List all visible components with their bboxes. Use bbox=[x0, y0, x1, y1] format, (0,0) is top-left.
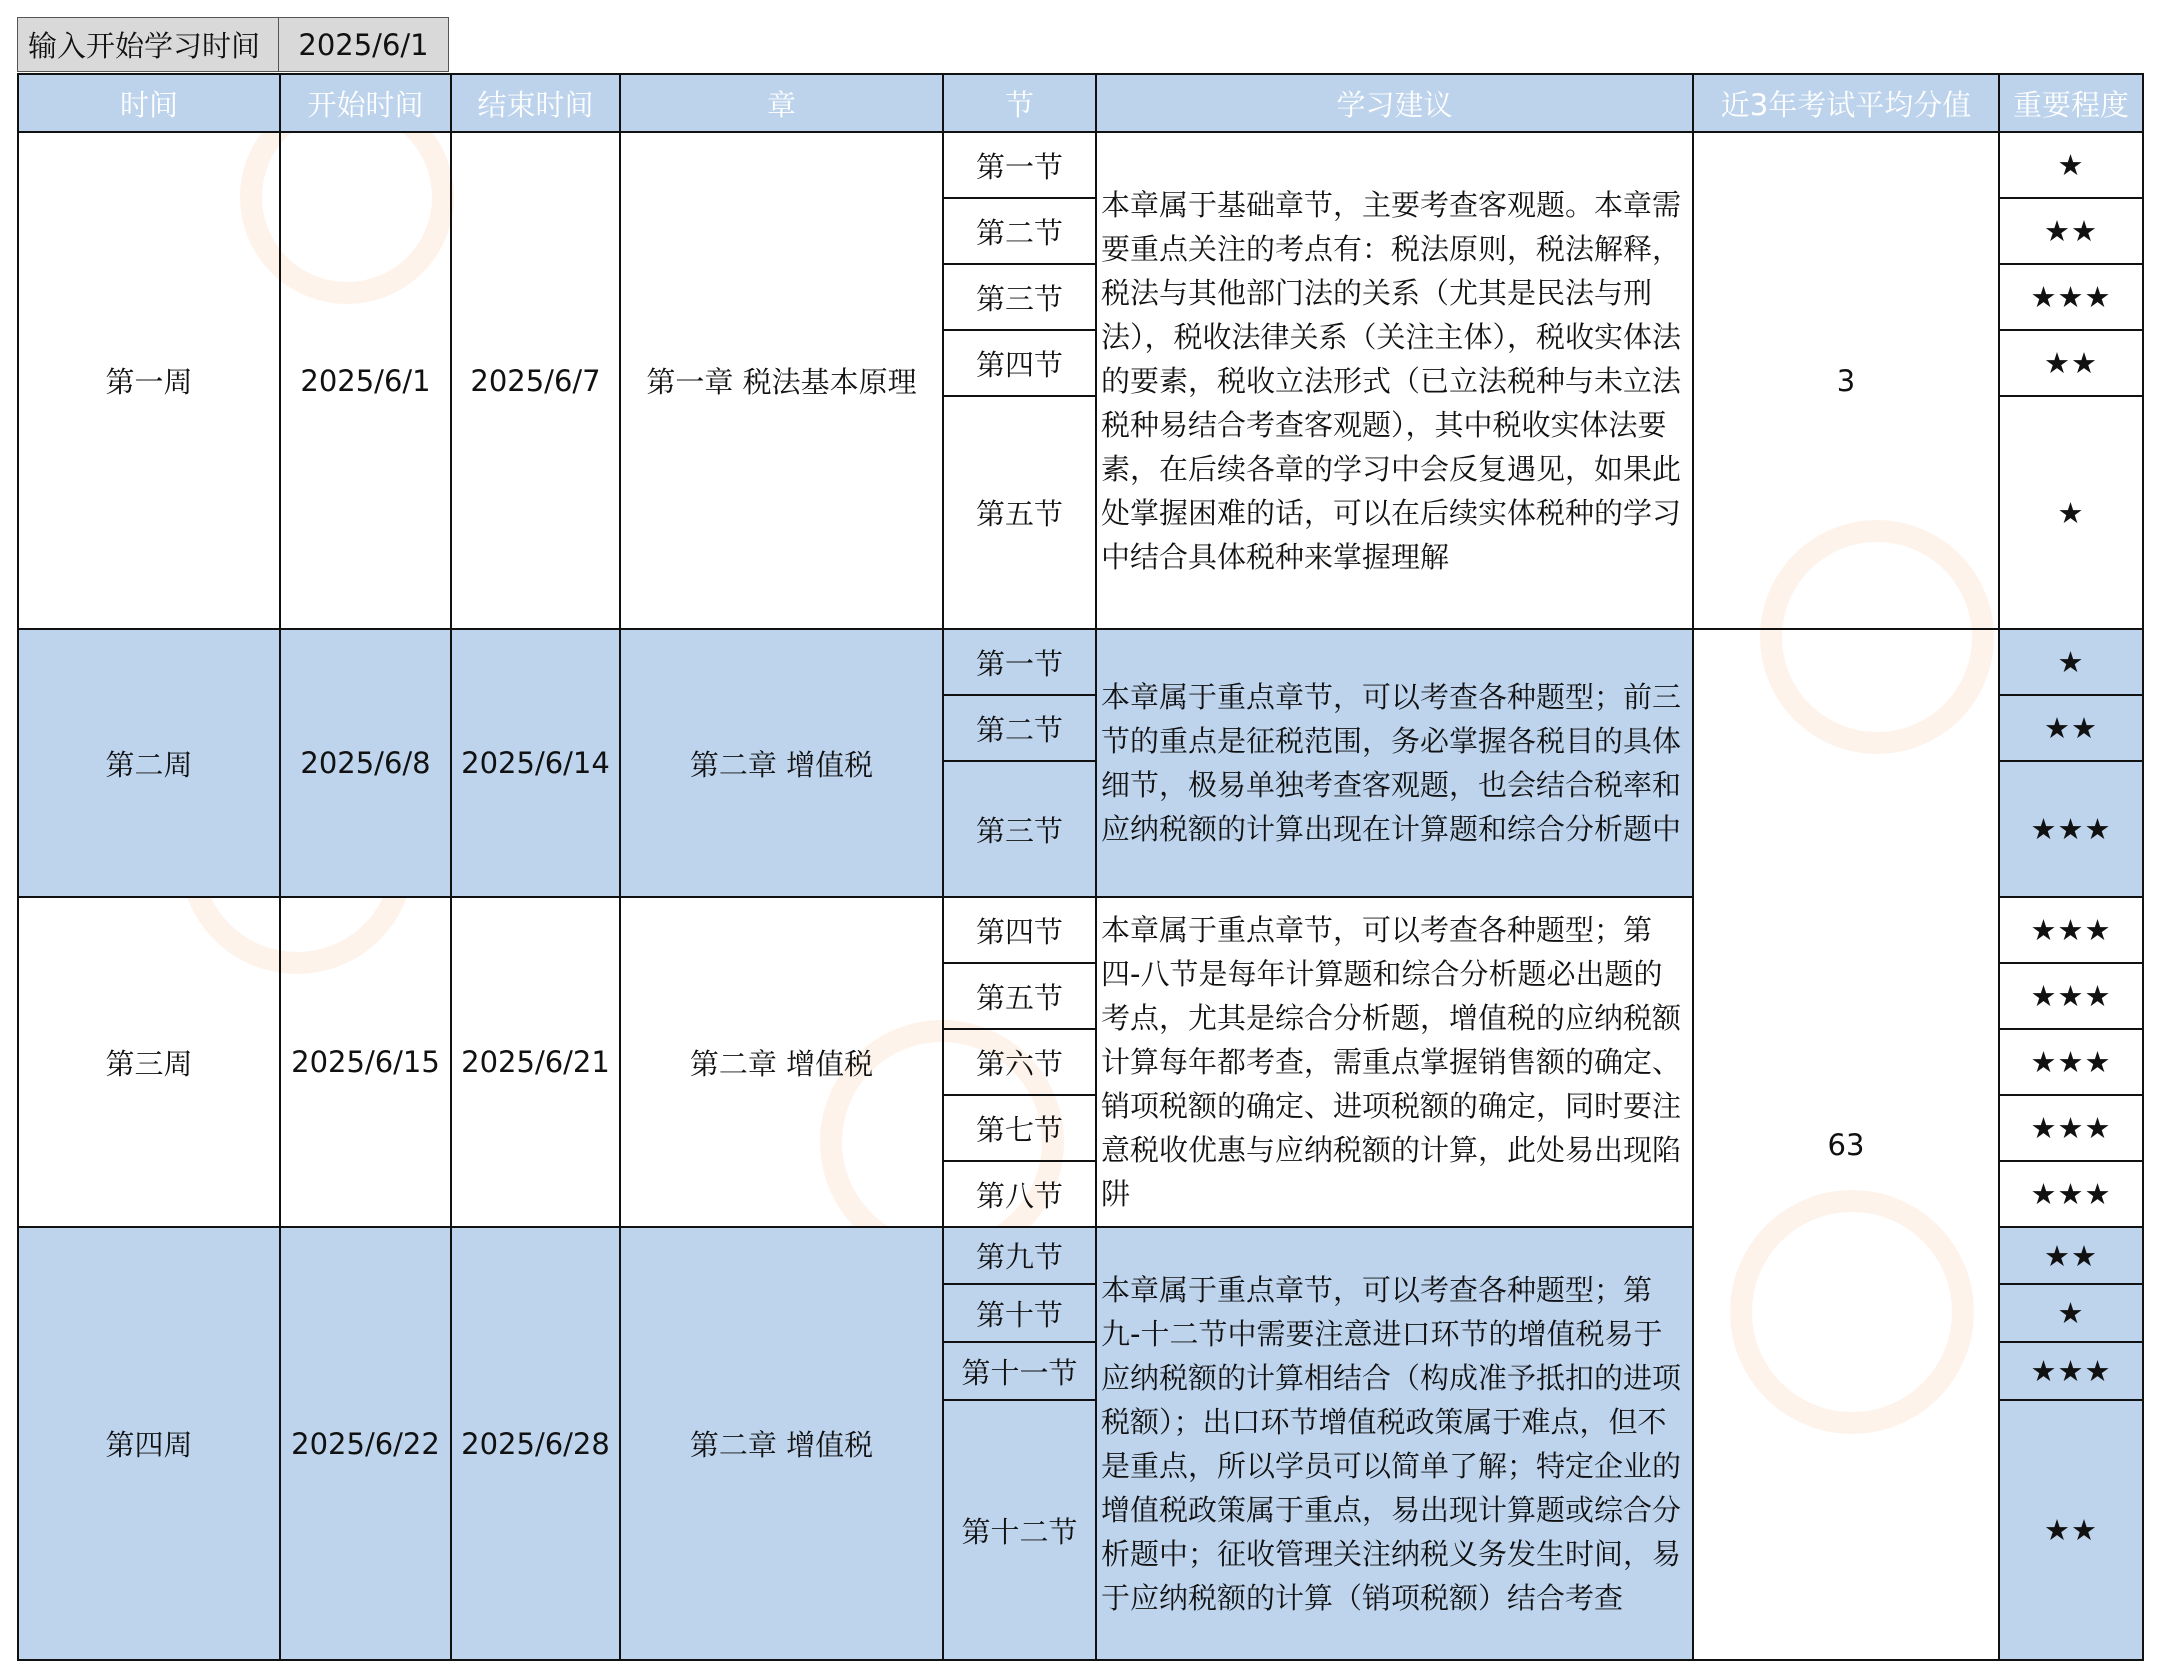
section-cell: 第一节 bbox=[943, 629, 1096, 695]
table-row bbox=[18, 629, 2143, 695]
section-cell: 第一节 bbox=[943, 132, 1096, 198]
section-cell: 第七节 bbox=[943, 1095, 1096, 1161]
header-score: 近3年考试平均分值 bbox=[1693, 74, 1999, 132]
header-advice: 学习建议 bbox=[1096, 74, 1693, 132]
advice-cell: 本章属于重点章节，可以考查各种题型；前三节的重点是征税范围，务必掌握各税目的具体细节，极易单独考查客观题，也会结合税率和应纳税额的计算出现在计算题和综合分析题中 bbox=[1096, 629, 1693, 897]
header-time: 时间 bbox=[18, 74, 280, 132]
section-cell: 第八节 bbox=[943, 1161, 1096, 1227]
importance-stars: ★★★ bbox=[1999, 897, 2143, 963]
advice-cell: 本章属于重点章节，可以考查各种题型；第九-十二节中需要注意进口环节的增值税易于应纳税额的计算相结合（构成准予抵扣的进项税额）；出口环节增值税政策属于难点，但不是重点，所以学员可以简单了解；特定企业的增值税政策属于重点，易出现计算题或综合分析题中；征收管理关注纳税义务发生时间，易于应纳税额的计算（销项税额）结合考查 bbox=[1096, 1227, 1693, 1660]
study-plan-table bbox=[17, 73, 2144, 1661]
end-date-cell: 2025/6/21 bbox=[451, 897, 620, 1227]
importance-stars: ★★★ bbox=[1999, 264, 2143, 330]
importance-stars: ★★ bbox=[1999, 695, 2143, 761]
importance-stars: ★★ bbox=[1999, 198, 2143, 264]
week-cell: 第二周 bbox=[18, 629, 280, 897]
section-cell: 第五节 bbox=[943, 396, 1096, 629]
week-cell: 第三周 bbox=[18, 897, 280, 1227]
chapter-cell: 第二章 增值税 bbox=[620, 1227, 943, 1660]
table-row bbox=[18, 132, 2143, 198]
section-cell: 第三节 bbox=[943, 264, 1096, 330]
importance-stars: ★★★ bbox=[1999, 1342, 2143, 1400]
header-section: 节 bbox=[943, 74, 1096, 132]
chapter-cell: 第一章 税法基本原理 bbox=[620, 132, 943, 629]
importance-stars: ★ bbox=[1999, 1284, 2143, 1342]
section-cell: 第十二节 bbox=[943, 1400, 1096, 1660]
start-date-cell: 2025/6/15 bbox=[280, 897, 451, 1227]
advice-cell: 本章属于重点章节，可以考查各种题型；第四-八节是每年计算题和综合分析题必出题的考点，尤其是综合分析题，增值税的应纳税额计算每年都考查，需重点掌握销售额的确定、销项税额的确定、进项税额的确定，同时要注意税收优惠与应纳税额的计算，此处易出现陷阱 bbox=[1096, 897, 1693, 1227]
importance-stars: ★★ bbox=[1999, 1400, 2143, 1660]
header-start: 开始时间 bbox=[280, 74, 451, 132]
section-cell: 第四节 bbox=[943, 330, 1096, 396]
importance-stars: ★★ bbox=[1999, 1227, 2143, 1284]
section-cell: 第二节 bbox=[943, 198, 1096, 264]
importance-stars: ★★★ bbox=[1999, 963, 2143, 1029]
score-cell: 3 bbox=[1693, 132, 1999, 629]
section-cell: 第四节 bbox=[943, 897, 1096, 963]
section-cell: 第十一节 bbox=[943, 1342, 1096, 1400]
chapter-cell: 第二章 增值税 bbox=[620, 897, 943, 1227]
header-end: 结束时间 bbox=[451, 74, 620, 132]
score-cell: 63 bbox=[1693, 629, 1999, 1660]
importance-stars: ★ bbox=[1999, 132, 2143, 198]
importance-stars: ★★★ bbox=[1999, 761, 2143, 897]
section-cell: 第九节 bbox=[943, 1227, 1096, 1284]
section-cell: 第六节 bbox=[943, 1029, 1096, 1095]
importance-stars: ★★ bbox=[1999, 330, 2143, 396]
section-cell: 第二节 bbox=[943, 695, 1096, 761]
importance-stars: ★ bbox=[1999, 396, 2143, 629]
advice-cell: 本章属于基础章节，主要考查客观题。本章需要重点关注的考点有：税法原则，税法解释，税法与其他部门法的关系（尤其是民法与刑法），税收法律关系（关注主体），税收实体法的要素，税收立法形式（已立法税种与未立法税种易结合考查客观题），其中税收实体法要素，在后续各章的学习中会反复遇见，如果此处掌握困难的话，可以在后续实体税种的学习中结合具体税种来掌握理解 bbox=[1096, 132, 1693, 629]
end-date-cell: 2025/6/14 bbox=[451, 629, 620, 897]
end-date-cell: 2025/6/7 bbox=[451, 132, 620, 629]
start-date-input[interactable]: 2025/6/1 bbox=[279, 17, 449, 72]
week-cell: 第四周 bbox=[18, 1227, 280, 1660]
importance-stars: ★ bbox=[1999, 629, 2143, 695]
header-row bbox=[18, 74, 2143, 132]
chapter-cell: 第二章 增值税 bbox=[620, 629, 943, 897]
section-cell: 第五节 bbox=[943, 963, 1096, 1029]
start-date-cell: 2025/6/8 bbox=[280, 629, 451, 897]
top-input-label: 输入开始学习时间 bbox=[17, 17, 279, 72]
importance-stars: ★★★ bbox=[1999, 1095, 2143, 1161]
importance-stars: ★★★ bbox=[1999, 1161, 2143, 1227]
importance-stars: ★★★ bbox=[1999, 1029, 2143, 1095]
start-date-cell: 2025/6/1 bbox=[280, 132, 451, 629]
end-date-cell: 2025/6/28 bbox=[451, 1227, 620, 1660]
section-cell: 第三节 bbox=[943, 761, 1096, 897]
header-importance: 重要程度 bbox=[1999, 74, 2143, 132]
start-date-cell: 2025/6/22 bbox=[280, 1227, 451, 1660]
section-cell: 第十节 bbox=[943, 1284, 1096, 1342]
week-cell: 第一周 bbox=[18, 132, 280, 629]
header-chapter: 章 bbox=[620, 74, 943, 132]
